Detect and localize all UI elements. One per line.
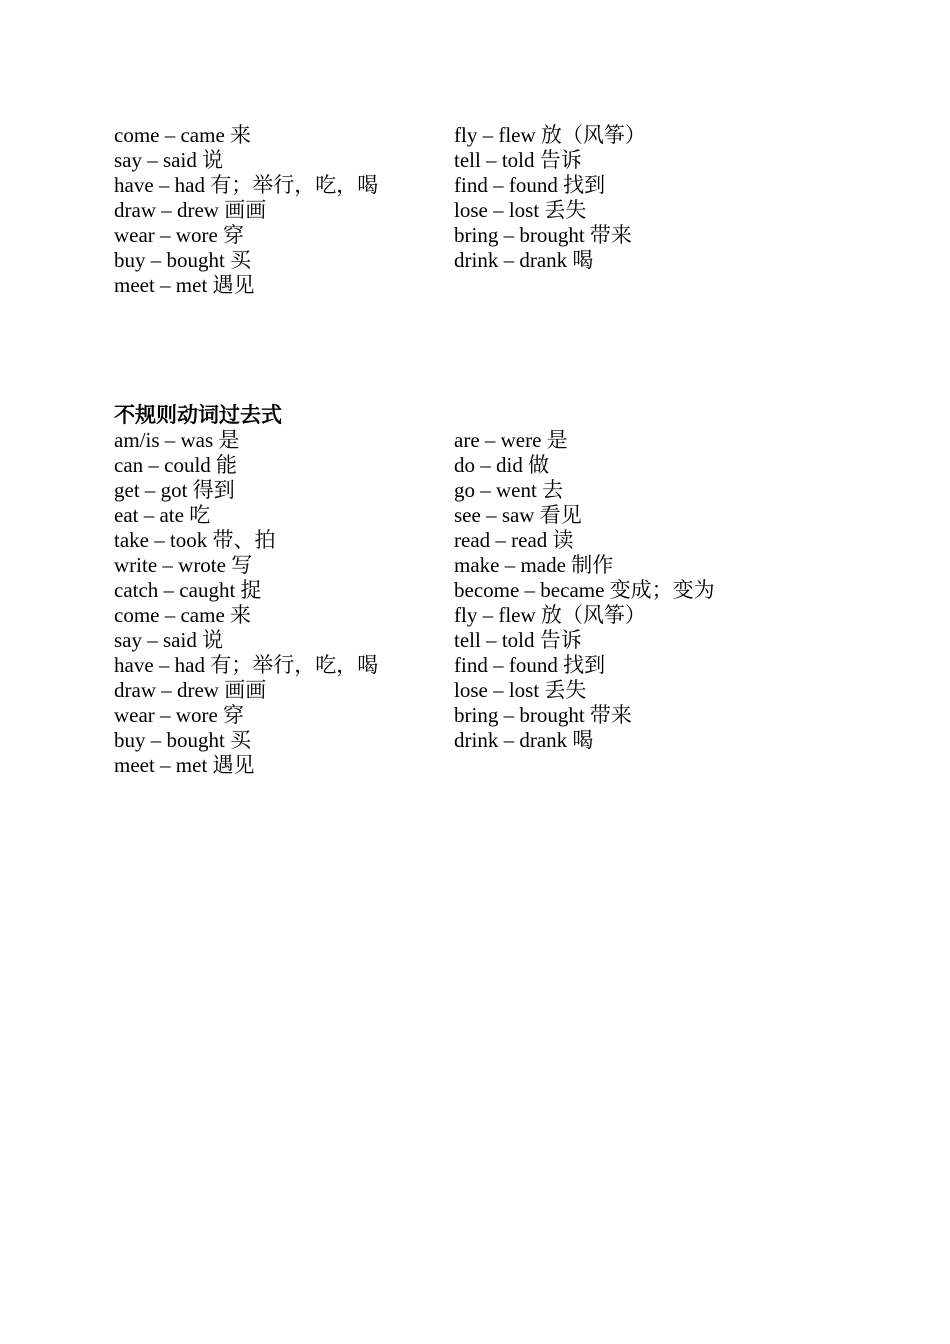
verb-pair-right: find – found 找到 (454, 173, 606, 197)
verb-row (114, 628, 834, 653)
verb-pair-left: draw – drew 画画 (114, 678, 267, 702)
verb-row (114, 553, 834, 578)
verb-pair-right: tell – told 告诉 (454, 628, 582, 652)
verb-row (114, 223, 834, 248)
verb-pair-left: buy – bought 买 (114, 248, 252, 272)
verb-row (114, 148, 834, 173)
verb-pair-left: draw – drew 画画 (114, 198, 267, 222)
verb-list-continued (114, 123, 834, 298)
verb-row (114, 653, 834, 678)
verb-row (114, 453, 834, 478)
verb-pair-left: take – took 带、拍 (114, 528, 276, 552)
verb-row (114, 503, 834, 528)
verb-row (114, 578, 834, 603)
verb-pair-left: catch – caught 捉 (114, 578, 262, 602)
section-heading: 不规则动词过去式 (114, 403, 282, 427)
verb-pair-right: are – were 是 (454, 428, 568, 452)
verb-row (114, 603, 834, 628)
verb-pair-left: have – had 有；举行，吃，喝 (114, 653, 379, 677)
verb-pair-left: wear – wore 穿 (114, 223, 245, 247)
verb-pair-right: drink – drank 喝 (454, 728, 594, 752)
verb-pair-left: get – got 得到 (114, 478, 235, 502)
verb-pair-right: fly – flew 放（风筝） (454, 123, 646, 147)
verb-pair-left: eat – ate 吃 (114, 503, 211, 527)
verb-rows (114, 123, 834, 298)
verb-pair-right: lose – lost 丢失 (454, 678, 587, 702)
verb-pair-right: find – found 找到 (454, 653, 606, 677)
verb-rows (114, 428, 834, 778)
verb-row (114, 678, 834, 703)
verb-row (114, 428, 834, 453)
verb-pair-left: come – came 来 (114, 603, 252, 627)
verb-pair-left: say – said 说 (114, 148, 224, 172)
verb-pair-right: read – read 读 (454, 528, 574, 552)
verb-pair-right: bring – brought 带来 (454, 223, 632, 247)
verb-pair-right: do – did 做 (454, 453, 550, 477)
verb-pair-left: meet – met 遇见 (114, 753, 255, 777)
verb-pair-right: become – became 变成；变为 (454, 578, 715, 602)
verb-pair-left: can – could 能 (114, 453, 238, 477)
verb-pair-left: write – wrote 写 (114, 553, 253, 577)
verb-pair-right (454, 753, 834, 778)
verb-pair-right: bring – brought 带来 (454, 703, 632, 727)
verb-pair-left: meet – met 遇见 (114, 273, 255, 297)
verb-row (114, 703, 834, 728)
verb-pair-right: fly – flew 放（风筝） (454, 603, 646, 627)
verb-pair-right: tell – told 告诉 (454, 148, 582, 172)
verb-pair-left: am/is – was 是 (114, 428, 240, 452)
verb-pair-left: say – said 说 (114, 628, 224, 652)
verb-pair-left: buy – bought 买 (114, 728, 252, 752)
verb-row (114, 248, 834, 273)
verb-pair-right: drink – drank 喝 (454, 248, 594, 272)
verb-pair-right: lose – lost 丢失 (454, 198, 587, 222)
verb-pair-left: wear – wore 穿 (114, 703, 245, 727)
verb-pair-right: make – made 制作 (454, 553, 614, 577)
verb-row (114, 753, 834, 778)
verb-pair-right: go – went 去 (454, 478, 564, 502)
verb-row (114, 198, 834, 223)
verb-row (114, 478, 834, 503)
verb-pair-left: have – had 有；举行，吃，喝 (114, 173, 379, 197)
verb-pair-left: come – came 来 (114, 123, 252, 147)
verb-row (114, 528, 834, 553)
verb-pair-right: see – saw 看见 (454, 503, 582, 527)
verb-row (114, 273, 834, 298)
verb-row (114, 173, 834, 198)
verb-row (114, 728, 834, 753)
verb-pair-right (454, 273, 834, 298)
irregular-verbs-section (114, 403, 834, 778)
verb-row (114, 123, 834, 148)
